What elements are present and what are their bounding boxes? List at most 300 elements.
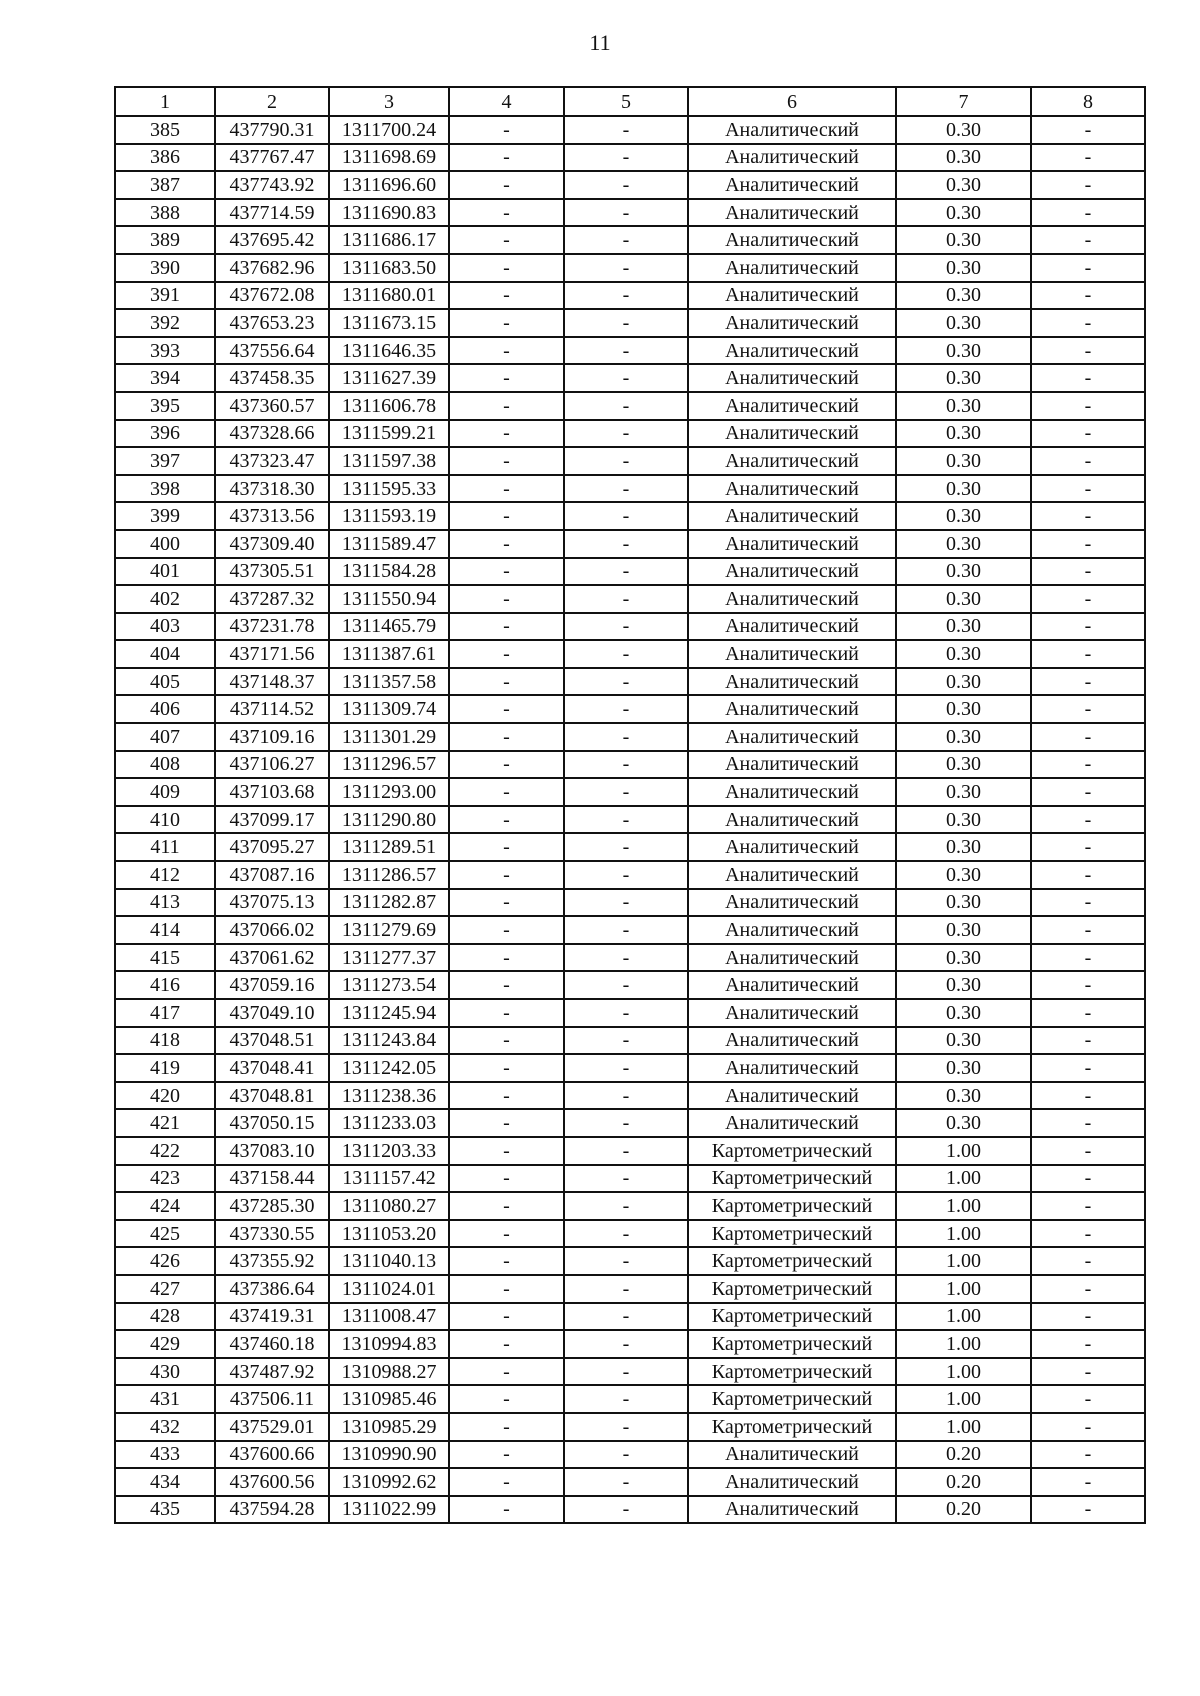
cell-col-4: - <box>449 226 564 254</box>
cell-point-number: 434 <box>115 1468 215 1496</box>
cell-col-4: - <box>449 364 564 392</box>
cell-point-number: 395 <box>115 392 215 420</box>
cell-accuracy: 0.30 <box>896 751 1031 779</box>
cell-point-number: 394 <box>115 364 215 392</box>
cell-coord-y: 1311680.01 <box>329 282 449 310</box>
cell-col-5: - <box>564 640 688 668</box>
cell-method: Картометрический <box>688 1247 896 1275</box>
cell-accuracy: 0.30 <box>896 971 1031 999</box>
cell-accuracy: 0.30 <box>896 1082 1031 1110</box>
cell-col-4: - <box>449 1413 564 1441</box>
cell-coord-x: 437148.37 <box>215 668 329 696</box>
cell-col-4: - <box>449 475 564 503</box>
cell-col-8: - <box>1031 1247 1145 1275</box>
cell-accuracy: 0.30 <box>896 309 1031 337</box>
cell-method: Картометрический <box>688 1330 896 1358</box>
cell-point-number: 410 <box>115 806 215 834</box>
cell-point-number: 386 <box>115 144 215 172</box>
cell-method: Аналитический <box>688 613 896 641</box>
cell-accuracy: 0.30 <box>896 144 1031 172</box>
cell-point-number: 417 <box>115 999 215 1027</box>
cell-method: Аналитический <box>688 1054 896 1082</box>
cell-col-4: - <box>449 530 564 558</box>
cell-method: Аналитический <box>688 1468 896 1496</box>
cell-col-5: - <box>564 447 688 475</box>
cell-coord-x: 437419.31 <box>215 1303 329 1331</box>
table-row <box>115 1385 1145 1413</box>
cell-point-number: 404 <box>115 640 215 668</box>
cell-point-number: 422 <box>115 1137 215 1165</box>
cell-point-number: 406 <box>115 695 215 723</box>
cell-col-5: - <box>564 751 688 779</box>
cell-col-5: - <box>564 1468 688 1496</box>
cell-coord-x: 437556.64 <box>215 337 329 365</box>
cell-col-5: - <box>564 1496 688 1524</box>
cell-method: Аналитический <box>688 861 896 889</box>
cell-col-5: - <box>564 1303 688 1331</box>
cell-col-4: - <box>449 585 564 613</box>
cell-coord-y: 1311040.13 <box>329 1247 449 1275</box>
cell-coord-x: 437083.10 <box>215 1137 329 1165</box>
cell-method: Аналитический <box>688 668 896 696</box>
cell-accuracy: 0.30 <box>896 944 1031 972</box>
cell-col-8: - <box>1031 1192 1145 1220</box>
cell-col-5: - <box>564 806 688 834</box>
table-row <box>115 1082 1145 1110</box>
cell-method: Аналитический <box>688 1082 896 1110</box>
cell-col-5: - <box>564 999 688 1027</box>
cell-col-8: - <box>1031 116 1145 144</box>
cell-accuracy: 0.30 <box>896 861 1031 889</box>
cell-col-5: - <box>564 1165 688 1193</box>
cell-col-4: - <box>449 833 564 861</box>
cell-coord-x: 437672.08 <box>215 282 329 310</box>
cell-col-5: - <box>564 364 688 392</box>
cell-col-8: - <box>1031 751 1145 779</box>
table-row <box>115 447 1145 475</box>
cell-accuracy: 0.30 <box>896 171 1031 199</box>
cell-accuracy: 0.30 <box>896 530 1031 558</box>
cell-accuracy: 0.20 <box>896 1441 1031 1469</box>
cell-col-4: - <box>449 695 564 723</box>
table-row <box>115 1468 1145 1496</box>
cell-coord-x: 437285.30 <box>215 1192 329 1220</box>
cell-col-4: - <box>449 1303 564 1331</box>
cell-coord-y: 1311203.33 <box>329 1137 449 1165</box>
cell-col-4: - <box>449 723 564 751</box>
cell-coord-y: 1311301.29 <box>329 723 449 751</box>
cell-col-5: - <box>564 199 688 227</box>
cell-point-number: 421 <box>115 1109 215 1137</box>
cell-col-5: - <box>564 723 688 751</box>
cell-method: Аналитический <box>688 475 896 503</box>
cell-col-4: - <box>449 1441 564 1469</box>
cell-col-5: - <box>564 171 688 199</box>
table-row <box>115 364 1145 392</box>
cell-accuracy: 0.30 <box>896 1109 1031 1137</box>
cell-coord-y: 1311683.50 <box>329 254 449 282</box>
cell-col-5: - <box>564 889 688 917</box>
cell-col-8: - <box>1031 282 1145 310</box>
table-row <box>115 999 1145 1027</box>
cell-accuracy: 0.30 <box>896 420 1031 448</box>
cell-coord-x: 437323.47 <box>215 447 329 475</box>
cell-col-5: - <box>564 1441 688 1469</box>
cell-accuracy: 1.00 <box>896 1192 1031 1220</box>
cell-col-4: - <box>449 916 564 944</box>
cell-col-4: - <box>449 254 564 282</box>
cell-col-4: - <box>449 1137 564 1165</box>
cell-coord-x: 437328.66 <box>215 420 329 448</box>
cell-col-8: - <box>1031 199 1145 227</box>
cell-col-5: - <box>564 1385 688 1413</box>
cell-col-5: - <box>564 778 688 806</box>
cell-col-4: - <box>449 778 564 806</box>
cell-coord-y: 1311550.94 <box>329 585 449 613</box>
cell-col-4: - <box>449 640 564 668</box>
cell-col-5: - <box>564 1358 688 1386</box>
cell-col-8: - <box>1031 640 1145 668</box>
cell-coord-x: 437099.17 <box>215 806 329 834</box>
cell-point-number: 412 <box>115 861 215 889</box>
cell-col-8: - <box>1031 695 1145 723</box>
cell-method: Аналитический <box>688 916 896 944</box>
cell-coord-y: 1311290.80 <box>329 806 449 834</box>
cell-coord-y: 1310990.90 <box>329 1441 449 1469</box>
cell-point-number: 433 <box>115 1441 215 1469</box>
cell-col-4: - <box>449 144 564 172</box>
cell-col-4: - <box>449 889 564 917</box>
cell-col-4: - <box>449 999 564 1027</box>
cell-method: Картометрический <box>688 1220 896 1248</box>
cell-accuracy: 0.30 <box>896 668 1031 696</box>
cell-point-number: 408 <box>115 751 215 779</box>
cell-col-4: - <box>449 1165 564 1193</box>
cell-col-8: - <box>1031 254 1145 282</box>
cell-coord-y: 1311584.28 <box>329 558 449 586</box>
table-row <box>115 1192 1145 1220</box>
cell-col-5: - <box>564 585 688 613</box>
cell-point-number: 391 <box>115 282 215 310</box>
cell-point-number: 414 <box>115 916 215 944</box>
cell-coord-x: 437743.92 <box>215 171 329 199</box>
cell-col-5: - <box>564 558 688 586</box>
cell-method: Аналитический <box>688 364 896 392</box>
table-row <box>115 695 1145 723</box>
cell-col-5: - <box>564 971 688 999</box>
cell-method: Аналитический <box>688 833 896 861</box>
table-row <box>115 640 1145 668</box>
cell-coord-x: 437460.18 <box>215 1330 329 1358</box>
cell-col-8: - <box>1031 1385 1145 1413</box>
cell-accuracy: 1.00 <box>896 1275 1031 1303</box>
cell-method: Аналитический <box>688 999 896 1027</box>
cell-col-8: - <box>1031 309 1145 337</box>
cell-coord-y: 1311273.54 <box>329 971 449 999</box>
cell-col-8: - <box>1031 889 1145 917</box>
cell-accuracy: 0.30 <box>896 999 1031 1027</box>
cell-col-5: - <box>564 668 688 696</box>
cell-col-5: - <box>564 1275 688 1303</box>
cell-point-number: 425 <box>115 1220 215 1248</box>
table-row <box>115 475 1145 503</box>
cell-col-4: - <box>449 1468 564 1496</box>
table-row <box>115 585 1145 613</box>
cell-accuracy: 0.30 <box>896 475 1031 503</box>
cell-accuracy: 0.30 <box>896 640 1031 668</box>
cell-coord-x: 437158.44 <box>215 1165 329 1193</box>
cell-accuracy: 0.30 <box>896 806 1031 834</box>
cell-accuracy: 0.30 <box>896 585 1031 613</box>
cell-accuracy: 0.30 <box>896 558 1031 586</box>
cell-coord-y: 1310992.62 <box>329 1468 449 1496</box>
cell-point-number: 427 <box>115 1275 215 1303</box>
cell-coord-y: 1311690.83 <box>329 199 449 227</box>
cell-accuracy: 0.30 <box>896 392 1031 420</box>
cell-coord-x: 437506.11 <box>215 1385 329 1413</box>
cell-col-8: - <box>1031 502 1145 530</box>
cell-coord-y: 1311599.21 <box>329 420 449 448</box>
cell-method: Картометрический <box>688 1413 896 1441</box>
cell-point-number: 385 <box>115 116 215 144</box>
cell-col-8: - <box>1031 1496 1145 1524</box>
cell-col-5: - <box>564 833 688 861</box>
cell-coord-y: 1311080.27 <box>329 1192 449 1220</box>
cell-point-number: 413 <box>115 889 215 917</box>
cell-coord-y: 1311686.17 <box>329 226 449 254</box>
cell-col-8: - <box>1031 971 1145 999</box>
cell-coord-x: 437095.27 <box>215 833 329 861</box>
cell-col-8: - <box>1031 1137 1145 1165</box>
cell-col-4: - <box>449 751 564 779</box>
table-row <box>115 889 1145 917</box>
table-row <box>115 971 1145 999</box>
cell-coord-x: 437767.47 <box>215 144 329 172</box>
cell-accuracy: 0.20 <box>896 1496 1031 1524</box>
table-row <box>115 116 1145 144</box>
cell-coord-y: 1311277.37 <box>329 944 449 972</box>
cell-coord-x: 437305.51 <box>215 558 329 586</box>
cell-col-8: - <box>1031 392 1145 420</box>
cell-method: Аналитический <box>688 889 896 917</box>
cell-col-8: - <box>1031 778 1145 806</box>
cell-col-8: - <box>1031 337 1145 365</box>
cell-coord-x: 437075.13 <box>215 889 329 917</box>
cell-accuracy: 0.30 <box>896 695 1031 723</box>
cell-method: Аналитический <box>688 254 896 282</box>
cell-col-5: - <box>564 1137 688 1165</box>
cell-coord-x: 437695.42 <box>215 226 329 254</box>
cell-method: Аналитический <box>688 144 896 172</box>
cell-col-4: - <box>449 861 564 889</box>
cell-col-4: - <box>449 116 564 144</box>
cell-coord-y: 1311606.78 <box>329 392 449 420</box>
cell-col-4: - <box>449 944 564 972</box>
cell-coord-x: 437050.15 <box>215 1109 329 1137</box>
cell-col-8: - <box>1031 668 1145 696</box>
cell-col-5: - <box>564 144 688 172</box>
cell-col-5: - <box>564 502 688 530</box>
cell-method: Аналитический <box>688 116 896 144</box>
cell-accuracy: 1.00 <box>896 1137 1031 1165</box>
cell-point-number: 426 <box>115 1247 215 1275</box>
cell-col-5: - <box>564 1192 688 1220</box>
cell-coord-x: 437231.78 <box>215 613 329 641</box>
cell-col-8: - <box>1031 1054 1145 1082</box>
cell-accuracy: 0.30 <box>896 254 1031 282</box>
cell-coord-x: 437171.56 <box>215 640 329 668</box>
cell-coord-x: 437330.55 <box>215 1220 329 1248</box>
cell-col-4: - <box>449 558 564 586</box>
cell-coord-y: 1311008.47 <box>329 1303 449 1331</box>
cell-col-5: - <box>564 420 688 448</box>
table-row <box>115 668 1145 696</box>
cell-coord-y: 1311293.00 <box>329 778 449 806</box>
table-row <box>115 226 1145 254</box>
cell-coord-y: 1311589.47 <box>329 530 449 558</box>
table-row <box>115 1054 1145 1082</box>
cell-coord-y: 1311245.94 <box>329 999 449 1027</box>
table-row <box>115 558 1145 586</box>
cell-coord-y: 1311597.38 <box>329 447 449 475</box>
cell-method: Картометрический <box>688 1385 896 1413</box>
cell-col-8: - <box>1031 144 1145 172</box>
cell-accuracy: 0.30 <box>896 226 1031 254</box>
cell-coord-y: 1311465.79 <box>329 613 449 641</box>
cell-coord-y: 1311243.84 <box>329 1027 449 1055</box>
table-row <box>115 778 1145 806</box>
cell-point-number: 399 <box>115 502 215 530</box>
page-number: 11 <box>589 30 611 55</box>
cell-accuracy: 0.30 <box>896 199 1031 227</box>
cell-col-5: - <box>564 1247 688 1275</box>
cell-col-4: - <box>449 1220 564 1248</box>
cell-point-number: 387 <box>115 171 215 199</box>
cell-coord-y: 1310988.27 <box>329 1358 449 1386</box>
cell-coord-y: 1310985.46 <box>329 1385 449 1413</box>
cell-col-4: - <box>449 1082 564 1110</box>
cell-accuracy: 0.30 <box>896 447 1031 475</box>
table-row <box>115 337 1145 365</box>
cell-method: Картометрический <box>688 1137 896 1165</box>
cell-accuracy: 0.30 <box>896 337 1031 365</box>
cell-coord-x: 437714.59 <box>215 199 329 227</box>
cell-accuracy: 0.30 <box>896 116 1031 144</box>
table-row <box>115 309 1145 337</box>
cell-accuracy: 0.30 <box>896 889 1031 917</box>
cell-col-8: - <box>1031 364 1145 392</box>
cell-accuracy: 0.30 <box>896 364 1031 392</box>
table-row <box>115 613 1145 641</box>
cell-method: Аналитический <box>688 971 896 999</box>
cell-col-8: - <box>1031 861 1145 889</box>
cell-method: Аналитический <box>688 1496 896 1524</box>
cell-col-4: - <box>449 1385 564 1413</box>
cell-coord-y: 1311627.39 <box>329 364 449 392</box>
table-row <box>115 392 1145 420</box>
cell-point-number: 419 <box>115 1054 215 1082</box>
cell-coord-x: 437653.23 <box>215 309 329 337</box>
cell-point-number: 431 <box>115 1385 215 1413</box>
cell-col-4: - <box>449 1275 564 1303</box>
cell-coord-x: 437287.32 <box>215 585 329 613</box>
cell-col-5: - <box>564 475 688 503</box>
cell-point-number: 403 <box>115 613 215 641</box>
cell-method: Картометрический <box>688 1275 896 1303</box>
cell-method: Аналитический <box>688 1027 896 1055</box>
cell-coord-x: 437318.30 <box>215 475 329 503</box>
cell-point-number: 388 <box>115 199 215 227</box>
cell-col-8: - <box>1031 723 1145 751</box>
cell-method: Аналитический <box>688 751 896 779</box>
coordinates-table <box>114 86 1146 1524</box>
cell-col-8: - <box>1031 999 1145 1027</box>
cell-col-4: - <box>449 668 564 696</box>
cell-col-8: - <box>1031 1441 1145 1469</box>
cell-col-5: - <box>564 226 688 254</box>
cell-point-number: 409 <box>115 778 215 806</box>
cell-coord-y: 1311646.35 <box>329 337 449 365</box>
cell-method: Аналитический <box>688 806 896 834</box>
cell-col-4: - <box>449 1247 564 1275</box>
cell-method: Аналитический <box>688 585 896 613</box>
column-header-5: 5 <box>564 87 688 116</box>
table-row <box>115 833 1145 861</box>
column-header-4: 4 <box>449 87 564 116</box>
cell-col-8: - <box>1031 1358 1145 1386</box>
cell-col-4: - <box>449 447 564 475</box>
cell-point-number: 396 <box>115 420 215 448</box>
cell-col-5: - <box>564 1054 688 1082</box>
cell-accuracy: 0.30 <box>896 723 1031 751</box>
cell-col-8: - <box>1031 226 1145 254</box>
cell-coord-y: 1311022.99 <box>329 1496 449 1524</box>
cell-col-4: - <box>449 1330 564 1358</box>
cell-col-5: - <box>564 1330 688 1358</box>
cell-col-4: - <box>449 199 564 227</box>
cell-coord-y: 1311289.51 <box>329 833 449 861</box>
table-row <box>115 1220 1145 1248</box>
cell-col-8: - <box>1031 530 1145 558</box>
cell-col-4: - <box>449 1358 564 1386</box>
cell-coord-y: 1311296.57 <box>329 751 449 779</box>
cell-point-number: 420 <box>115 1082 215 1110</box>
table-row <box>115 1137 1145 1165</box>
cell-point-number: 430 <box>115 1358 215 1386</box>
table-row <box>115 420 1145 448</box>
cell-coord-x: 437066.02 <box>215 916 329 944</box>
cell-col-5: - <box>564 1082 688 1110</box>
cell-point-number: 392 <box>115 309 215 337</box>
cell-coord-x: 437487.92 <box>215 1358 329 1386</box>
cell-method: Аналитический <box>688 1441 896 1469</box>
cell-coord-y: 1311279.69 <box>329 916 449 944</box>
cell-col-4: - <box>449 502 564 530</box>
cell-coord-y: 1311233.03 <box>329 1109 449 1137</box>
cell-method: Аналитический <box>688 640 896 668</box>
table-row <box>115 1109 1145 1137</box>
table-body <box>115 116 1145 1523</box>
cell-method: Картометрический <box>688 1192 896 1220</box>
cell-method: Аналитический <box>688 282 896 310</box>
cell-method: Аналитический <box>688 226 896 254</box>
cell-point-number: 429 <box>115 1330 215 1358</box>
cell-col-4: - <box>449 392 564 420</box>
cell-col-5: - <box>564 944 688 972</box>
cell-col-5: - <box>564 530 688 558</box>
cell-method: Аналитический <box>688 1109 896 1137</box>
cell-col-5: - <box>564 1109 688 1137</box>
